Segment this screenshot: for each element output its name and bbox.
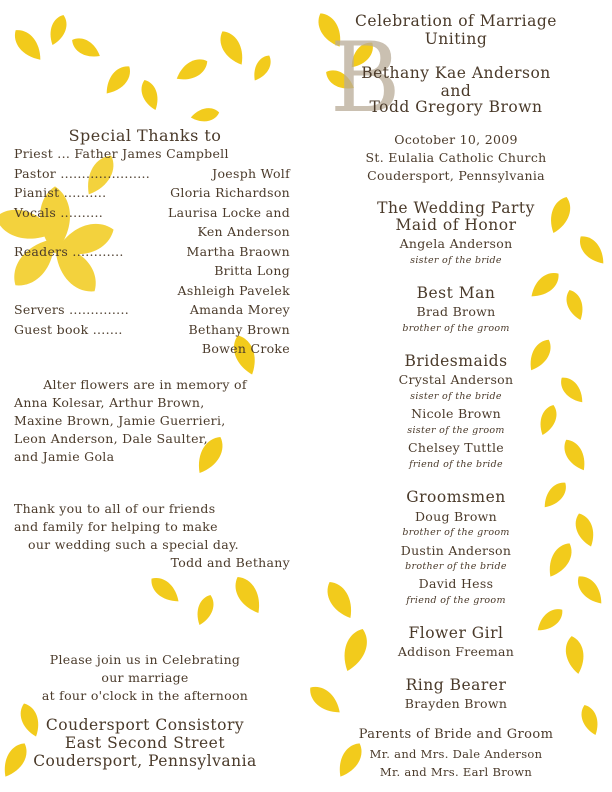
parents-title: Parents of Bride and Groom [358, 727, 554, 742]
reception-venue: Coudersport Consistory [45, 716, 245, 734]
maid-of-honor-title: Maid of Honor [395, 216, 517, 234]
bridesmaid-relation: sister of the groom [407, 425, 505, 436]
groomsman-relation: brother of the groom [402, 527, 510, 538]
reception-city: Coudersport, Pennsylvania [33, 752, 257, 770]
groomsmen-title: Groomsmen [406, 488, 506, 506]
bridesmaid-name: Nicole Brown [411, 406, 501, 421]
memory-line: Alter flowers are in memory of [43, 377, 247, 392]
maid-of-honor-relation: sister of the bride [410, 255, 502, 266]
wedding-date: Ocotober 10, 2009 [394, 132, 518, 147]
bridesmaid-relation: friend of the bride [409, 459, 503, 470]
flower-girl-name: Addison Freeman [397, 644, 515, 659]
church-city: Coudersport, Pennsylvania [367, 168, 545, 183]
best-man-name: Brad Brown [416, 304, 496, 319]
bridesmaid-relation: sister of the bride [410, 391, 502, 402]
thanks-name: Ken Anderson [197, 224, 290, 239]
thanks-note-line: our wedding such a special day. [28, 537, 239, 552]
thanks-role: Servers .............. [14, 302, 129, 317]
thanks-name: Ashleigh Pavelek [177, 282, 290, 298]
best-man-relation: brother of the groom [402, 323, 510, 334]
best-man-title: Best Man [416, 284, 496, 302]
reception-line: our marriage [101, 670, 189, 685]
thanks-name: Joesph Wolf [212, 165, 290, 181]
memory-line: Anna Kolesar, Arthur Brown, [14, 395, 205, 410]
thanks-signature: Todd and Bethany [170, 555, 290, 570]
ring-bearer-title: Ring Bearer [405, 676, 507, 694]
groomsman-name: Doug Brown [414, 509, 497, 524]
thanks-role: Vocals .......... [14, 204, 104, 220]
thanks-role: Pianist .......... [14, 185, 107, 200]
thanks-name: Bowen Croke [201, 341, 290, 356]
thanks-note-line: and family for helping to make [14, 519, 218, 534]
reception-street: East Second Street [64, 734, 226, 752]
ceremony-subtitle: Uniting [424, 30, 488, 48]
reception-line: Please join us in Celebrating [49, 652, 241, 667]
reception-line: at four o'clock in the afternoon [41, 688, 249, 703]
maid-of-honor-name: Angela Anderson [399, 236, 513, 251]
thanks-name: Britta Long [214, 263, 290, 278]
thanks-note-line: Thank you to all of our friends [14, 501, 216, 516]
groomsman-name: David Hess [418, 576, 494, 591]
thanks-name: Amanda Morey [189, 302, 290, 317]
thanks-role: Pastor ..................... [14, 165, 151, 181]
bridesmaid-name: Crystal Anderson [398, 372, 514, 387]
memory-line: Leon Anderson, Dale Saulter, [14, 431, 208, 446]
flower-girl-title: Flower Girl [408, 624, 504, 642]
monogram: B [330, 22, 401, 134]
bridesmaid-name: Chelsey Tuttle [408, 440, 504, 455]
bridesmaids-title: Bridesmaids [404, 352, 508, 370]
thanks-name: Gloria Richardson [170, 185, 290, 200]
groom-name: Todd Gregory Brown [369, 98, 543, 116]
thanks-name: Martha Braown [186, 243, 290, 259]
memory-line: Maxine Brown, Jamie Guerrieri, [14, 413, 226, 428]
ring-bearer-name: Brayden Brown [404, 696, 508, 711]
ceremony-title: Celebration of Marriage [355, 12, 557, 30]
thanks-name: Laurisa Locke and [168, 204, 290, 220]
memory-line: and Jamie Gola [14, 449, 115, 464]
thanks-role: Priest ... Father James Campbell [14, 146, 229, 161]
church-name: St. Eulalia Catholic Church [365, 150, 547, 165]
groomsman-relation: brother of the bride [405, 561, 507, 572]
thanks-role: Guest book ....... [14, 321, 123, 337]
bride-name: Bethany Kae Anderson [361, 64, 551, 82]
groomsman-relation: friend of the groom [406, 595, 506, 606]
special-thanks-title: Special Thanks to [68, 126, 222, 145]
thanks-name: Bethany Brown [188, 321, 290, 337]
right-panel [306, 0, 612, 792]
wedding-party-title: The Wedding Party [377, 199, 535, 217]
and-text: and [440, 82, 472, 100]
groomsman-name: Dustin Anderson [400, 543, 512, 558]
parents-bride: Mr. and Mrs. Dale Anderson [369, 747, 543, 761]
thanks-role: Readers ............ [14, 243, 124, 259]
parents-groom: Mr. and Mrs. Earl Brown [379, 765, 533, 779]
